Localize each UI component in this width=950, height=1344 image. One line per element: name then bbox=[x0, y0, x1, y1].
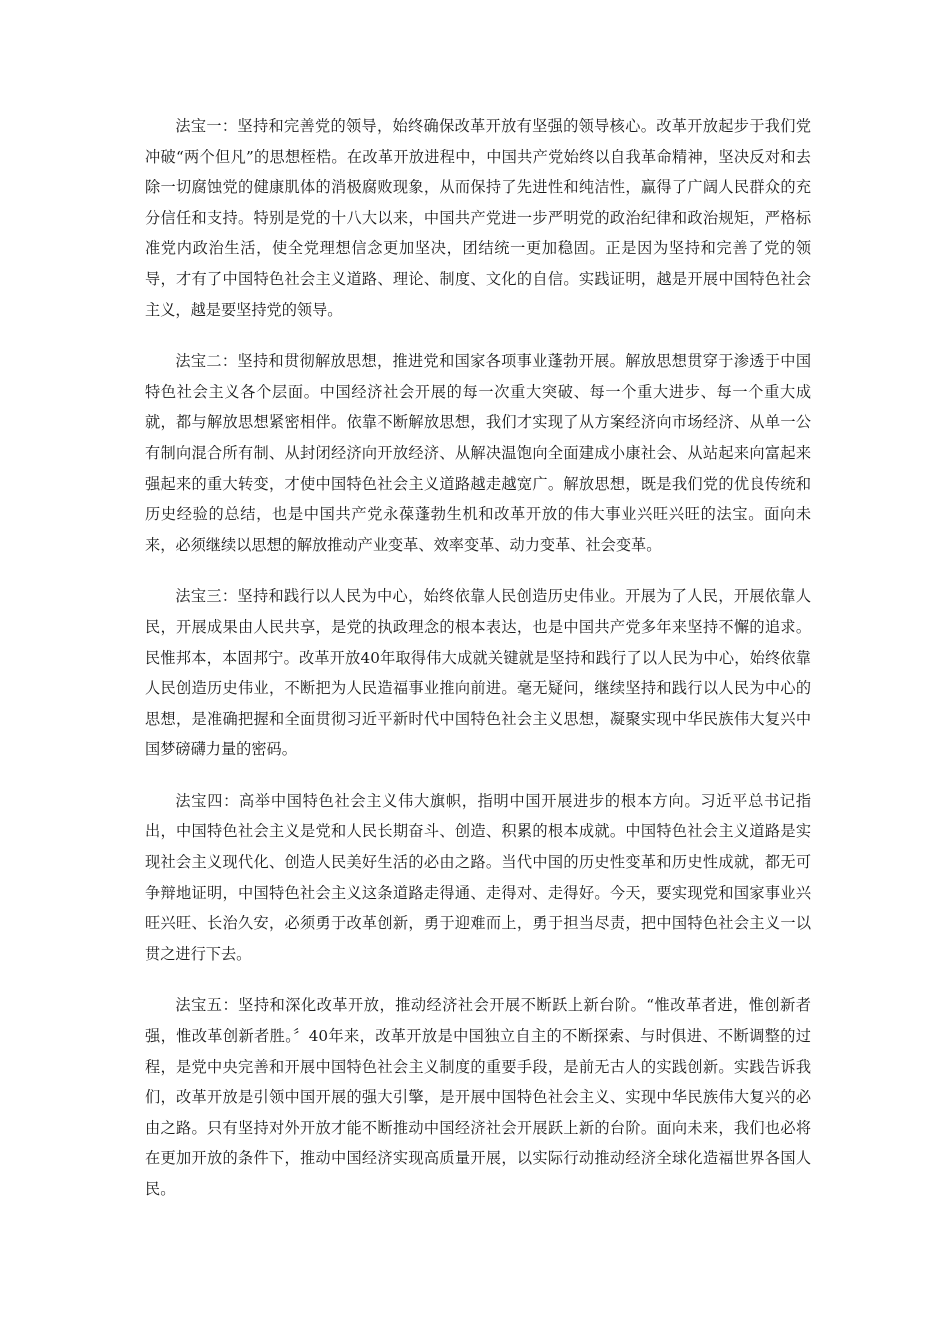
paragraph-5: 法宝五：坚持和深化改革开放，推动经济社会开展不断跃上新台阶。“惟改革者进，惟创新者强，惟改革创新者胜。〞40年来，改革开放是中国独立自主的不断探索、与时俱进、不断调整的过程，是党中央完善和开展中国特色社会主义制度的重要手段，是前无古人的实践创新。实践告诉我们，改革开放是引领中国开展的强大引擎，是开展中国特色社会主义、实现中华民族伟大复兴的必由之路。只有坚持对外开放才能不断推动中国经济社会开展跃上新的台阶。面向未来，我们也必将在更加开放的条件下，推动中国经济实现高质量开展，以实际行动推动经济全球化造福世界各国人民。 bbox=[145, 996, 811, 1198]
document-body bbox=[145, 111, 811, 1226]
paragraph-2: 法宝二：坚持和贯彻解放思想，推进党和国家各项事业蓬勃开展。解放思想贯穿于渗透于中国特色社会主义各个层面。中国经济社会开展的每一次重大突破、每一个重大进步、每一个重大成就，都与解放思想紧密相伴。依靠不断解放思想，我们才实现了从方案经济向市场经济、从单一公有制向混合所有制、从封闭经济向开放经济、从解决温饱向全面建成小康社会、从站起来向富起来强起来的重大转变，才使中国特色社会主义道路越走越宽广。解放思想，既是我们党的优良传统和历史经验的总结，也是中国共产党永葆蓬勃生机和改革开放的伟大事业兴旺兴旺的法宝。面向未来，必须继续以思想的解放推动产业变革、效率变革、动力变革、社会变革。 bbox=[145, 352, 811, 554]
paragraph-4: 法宝四：高举中国特色社会主义伟大旗帜，指明中国开展进步的根本方向。习近平总书记指出，中国特色社会主义是党和人民长期奋斗、创造、积累的根本成就。中国特色社会主义道路是实现社会主义现代化、创造人民美好生活的必由之路。当代中国的历史性变革和历史性成就，都无可争辩地证明，中国特色社会主义这条道路走得通、走得对、走得好。今天，要实现党和国家事业兴旺兴旺、长治久安，必须勇于改革创新，勇于迎难而上，勇于担当尽责，把中国特色社会主义一以贯之进行下去。 bbox=[145, 791, 811, 963]
paragraph-1: 法宝一：坚持和完善党的领导，始终确保改革开放有坚强的领导核心。改革开放起步于我们党冲破“两个但凡”的思想桎梏。在改革开放进程中，中国共产党始终以自我革命精神，坚决反对和去除一切腐蚀党的健康肌体的消极腐败现象，从而保持了先进性和纯洁性，赢得了广阔人民群众的充分信任和支持。特别是党的十八大以来，中国共产党进一步严明党的政治纪律和政治规矩，严格标准党内政治生活，使全党理想信念更加坚决，团结统一更加稳固。正是因为坚持和完善了党的领导，才有了中国特色社会主义道路、理论、制度、文化的自信。实践证明，越是开展中国特色社会主义，越是要坚持党的领导。 bbox=[145, 117, 811, 319]
paragraph-3: 法宝三：坚持和践行以人民为中心，始终依靠人民创造历史伟业。开展为了人民，开展依靠人民，开展成果由人民共享，是党的执政理念的根本表达，也是中国共产党多年来坚持不懈的追求。民惟邦本，本固邦宁。改革开放40年取得伟大成就关键就是坚持和践行了以人民为中心，始终依靠人民创造历史伟业，不断把为人民造福事业推向前进。毫无疑问，继续坚持和践行以人民为中心的思想，是准确把握和全面贯彻习近平新时代中国特色社会主义思想，凝聚实现中华民族伟大复兴中国梦磅礴力量的密码。 bbox=[145, 587, 811, 759]
